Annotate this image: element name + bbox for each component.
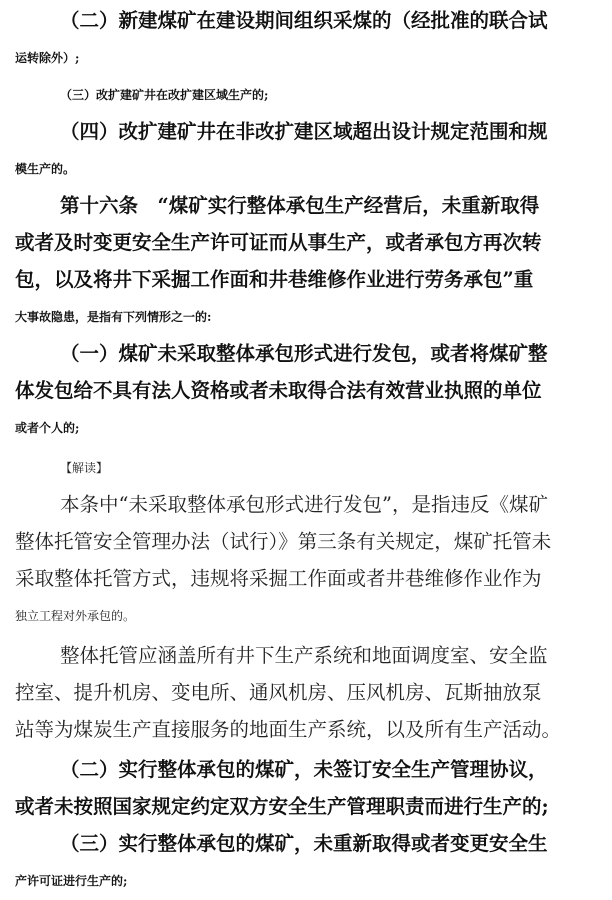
article-16-line-1: 第十六条 “煤矿实行整体承包生产经营后，未重新取得 (60, 194, 540, 217)
interpretation-paragraph-2-line-1: 整体托管应涵盖所有井下生产系统和地面调度室、安全监 (60, 644, 548, 667)
interpretation-heading: 【解读】 (60, 461, 109, 475)
paragraph-item-1b-line-2: 体发包给不具有法人资格或者未取得合法有效营业执照的单位 (15, 379, 542, 402)
paragraph-item-3b-line-2: 产许可证进行生产的; (15, 874, 128, 888)
paragraph-item-3a-line-1: （三）改扩建矿井在改扩建区域生产的; (60, 88, 269, 102)
paragraph-item-1b-line-3: 或者个人的; (15, 421, 80, 435)
article-16-line-3: 包，以及将井下采掘工作面和井巷维修作业进行劳务承包”重 (15, 268, 534, 291)
paragraph-item-1b-line-1: （一）煤矿未采取整体承包形式进行发包，或者将煤矿整 (60, 342, 548, 365)
interpretation-paragraph-1-line-4: 独立工程对外承包的。 (15, 609, 136, 623)
interpretation-paragraph-1-line-1: 本条中“未采取整体承包形式进行发包”，是指违反《煤矿 (60, 493, 548, 516)
interpretation-paragraph-1-line-2: 整体托管安全管理办法（试行）》第三条有关规定，煤矿托管未 (15, 530, 552, 553)
interpretation-paragraph-2-line-2: 控室、提升机房、变电所、通风机房、压风机房、瓦斯抽放泵 (15, 681, 542, 704)
article-16-line-2: 或者及时变更安全生产许可证而从事生产，或者承包方再次转 (15, 231, 542, 254)
paragraph-item-2b-line-1: （二）实行整体承包的煤矿，未签订安全生产管理协议， (60, 758, 548, 781)
paragraph-item-4a-line-1: （四）改扩建矿井在非改扩建区域超出设计规定范围和规 (60, 120, 548, 143)
paragraph-item-2a-line-2: 运转除外）; (15, 51, 80, 65)
article-16-line-4: 大事故隐患，是指有下列情形之一的: (15, 310, 212, 324)
paragraph-item-2a-line-1: （二）新建煤矿在建设期间组织采煤的（经批准的联合试 (60, 9, 548, 32)
paragraph-item-2b-line-2: 或者未按照国家规定约定双方安全生产管理职责而进行生产的; (15, 795, 549, 818)
paragraph-item-3b-line-1: （三）实行整体承包的煤矿，未重新取得或者变更安全生 (60, 832, 548, 855)
interpretation-paragraph-1-line-3: 采取整体托管方式，违规将采掘工作面或者井巷维修作业作为 (15, 567, 542, 590)
interpretation-paragraph-2-line-3: 站等为煤炭生产直接服务的地面生产系统，以及所有生产活动。 (15, 718, 562, 741)
paragraph-item-4a-line-2: 模生产的。 (15, 162, 76, 176)
